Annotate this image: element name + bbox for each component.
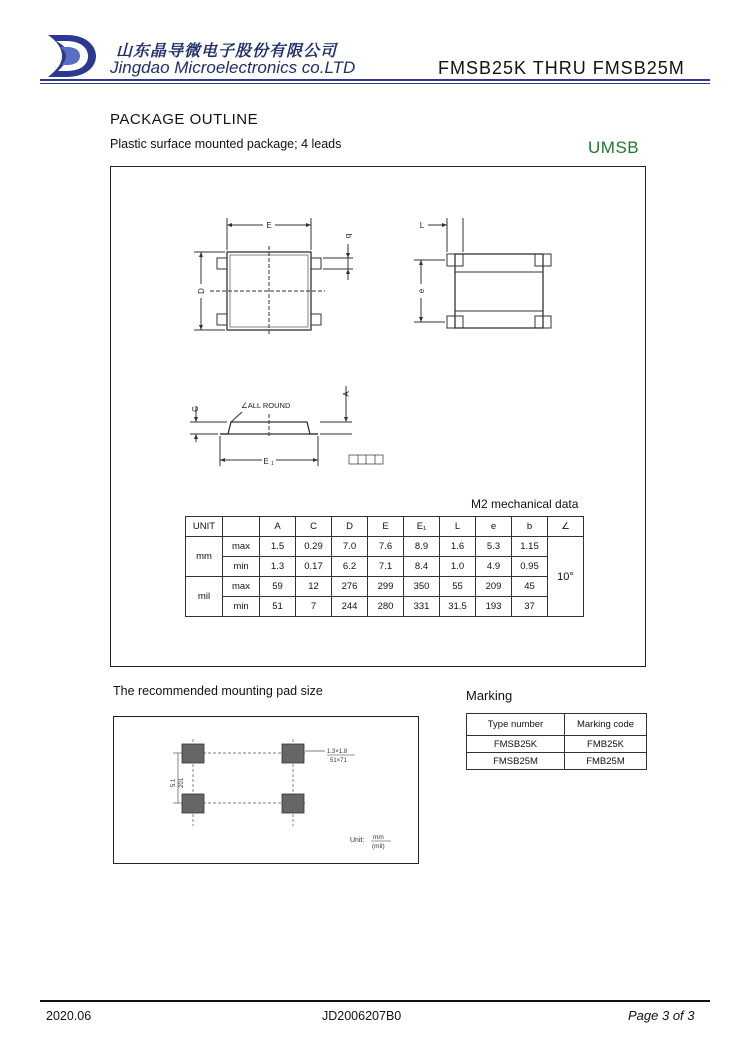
- label-A: A: [342, 391, 351, 397]
- footer-divider: [40, 1000, 710, 1002]
- value-cell: 51: [260, 597, 296, 617]
- marking-title: Marking: [466, 688, 513, 703]
- value-cell: 1.0: [440, 557, 476, 577]
- value-cell: 0.29: [296, 537, 332, 557]
- table-row: [186, 557, 584, 577]
- unit-cell: mm: [186, 537, 223, 577]
- value-cell: 244: [332, 597, 368, 617]
- table-row: [186, 577, 584, 597]
- value-cell: 4.9: [476, 557, 512, 577]
- unit-numerator: mm: [373, 834, 384, 841]
- type-number-cell: FMSB25K: [467, 736, 565, 753]
- value-cell: 280: [368, 597, 404, 617]
- table-caption: M2 mechanical data: [471, 497, 579, 511]
- mechanical-data-table: [185, 516, 584, 617]
- value-cell: 1.15: [512, 537, 548, 557]
- value-cell: 8.9: [404, 537, 440, 557]
- value-cell: 0.17: [296, 557, 332, 577]
- bottom-view-body: [455, 254, 543, 328]
- value-cell: 0.95: [512, 557, 548, 577]
- label-E1: E: [263, 457, 269, 466]
- mounting-pad-drawing: [113, 716, 419, 864]
- value-cell: 1.6: [440, 537, 476, 557]
- pad-size-mil: 51×71: [330, 758, 347, 764]
- label-E: E: [266, 221, 272, 230]
- type-number-cell: FMSB25M: [467, 753, 565, 770]
- table-header-cell: ∠: [548, 517, 584, 537]
- label-E1-subscript: 1: [271, 461, 274, 467]
- value-cell: 7.6: [368, 537, 404, 557]
- pad-bottom-right: [282, 794, 304, 813]
- label-L: L: [419, 221, 425, 230]
- marking-code-cell: FMB25K: [565, 736, 647, 753]
- document-title: FMSB25K THRU FMSB25M: [438, 58, 685, 78]
- value-cell: 55: [440, 577, 476, 597]
- package-code: UMSB: [588, 138, 640, 157]
- pad-size-mm: 1.3×1.8: [327, 749, 348, 755]
- value-cell: 37: [512, 597, 548, 617]
- section-title: PACKAGE OUTLINE: [110, 111, 259, 128]
- marking-row: [467, 736, 647, 753]
- table-header-cell: L: [440, 517, 476, 537]
- label-b: b: [344, 233, 353, 239]
- value-cell: 7: [296, 597, 332, 617]
- table-header-cell: E₁: [404, 517, 440, 537]
- pad-section-title: The recommended mounting pad size: [113, 684, 323, 698]
- table-header-cell: [223, 517, 260, 537]
- value-cell: 8.4: [404, 557, 440, 577]
- value-cell: 12: [296, 577, 332, 597]
- value-cell: 7.1: [368, 557, 404, 577]
- value-cell: 209: [476, 577, 512, 597]
- header-divider-thin: [40, 83, 710, 84]
- limit-cell: max: [223, 577, 260, 597]
- unit-label: Unit:: [350, 837, 365, 844]
- footer-doc-number: JD2006207B0: [322, 1009, 402, 1023]
- marking-code-cell: FMB25M: [565, 753, 647, 770]
- pitch-mil: 201: [179, 777, 185, 789]
- unit-cell: mil: [186, 577, 223, 617]
- label-D: D: [197, 288, 206, 294]
- value-cell: 331: [404, 597, 440, 617]
- table-header-cell: C: [296, 517, 332, 537]
- pad-top-right: [282, 744, 304, 763]
- pad-top-left: [182, 744, 204, 763]
- company-name-english: Jingdao Microelectronics co.LTD: [110, 58, 356, 77]
- value-cell: 299: [368, 577, 404, 597]
- table-header-cell: e: [476, 517, 512, 537]
- label-e: e: [417, 288, 426, 294]
- value-cell: 350: [404, 577, 440, 597]
- unit-denominator: (mil): [372, 843, 385, 850]
- limit-cell: min: [223, 557, 260, 577]
- section-subtitle: Plastic surface mounted package; 4 leads: [110, 137, 342, 151]
- header-divider: [40, 79, 710, 81]
- value-cell: 59: [260, 577, 296, 597]
- limit-cell: max: [223, 537, 260, 557]
- table-header-cell: b: [512, 517, 548, 537]
- value-cell: 1.3: [260, 557, 296, 577]
- table-row: [186, 537, 584, 557]
- limit-cell: min: [223, 597, 260, 617]
- angle-cell: 10°: [548, 537, 584, 617]
- pitch-mm: 5.1: [171, 778, 177, 788]
- company-name-chinese: 山东晶导微电子股份有限公司: [116, 43, 338, 60]
- marking-table: [466, 713, 647, 770]
- table-header-cell: E: [368, 517, 404, 537]
- table-row: [186, 597, 584, 617]
- value-cell: 7.0: [332, 537, 368, 557]
- label-C: C: [191, 406, 200, 412]
- marking-header-cell: Marking code: [565, 714, 647, 736]
- value-cell: 276: [332, 577, 368, 597]
- package-outline-drawing: [110, 166, 644, 496]
- table-header-cell: UNIT: [186, 517, 223, 537]
- footer-page-number: Page 3 of 3: [628, 1008, 695, 1023]
- value-cell: 1.5: [260, 537, 296, 557]
- value-cell: 45: [512, 577, 548, 597]
- table-header-cell: A: [260, 517, 296, 537]
- table-header-cell: D: [332, 517, 368, 537]
- value-cell: 193: [476, 597, 512, 617]
- value-cell: 31.5: [440, 597, 476, 617]
- value-cell: 5.3: [476, 537, 512, 557]
- marking-header-row: [467, 714, 647, 736]
- marking-header-cell: Type number: [467, 714, 565, 736]
- marking-row: [467, 753, 647, 770]
- value-cell: 6.2: [332, 557, 368, 577]
- pad-bottom-left: [182, 794, 204, 813]
- company-logo: [44, 33, 100, 79]
- footer-date: 2020.06: [46, 1009, 92, 1023]
- label-all-round: ∠ALL ROUND: [241, 401, 291, 410]
- table-header-row: [186, 517, 584, 537]
